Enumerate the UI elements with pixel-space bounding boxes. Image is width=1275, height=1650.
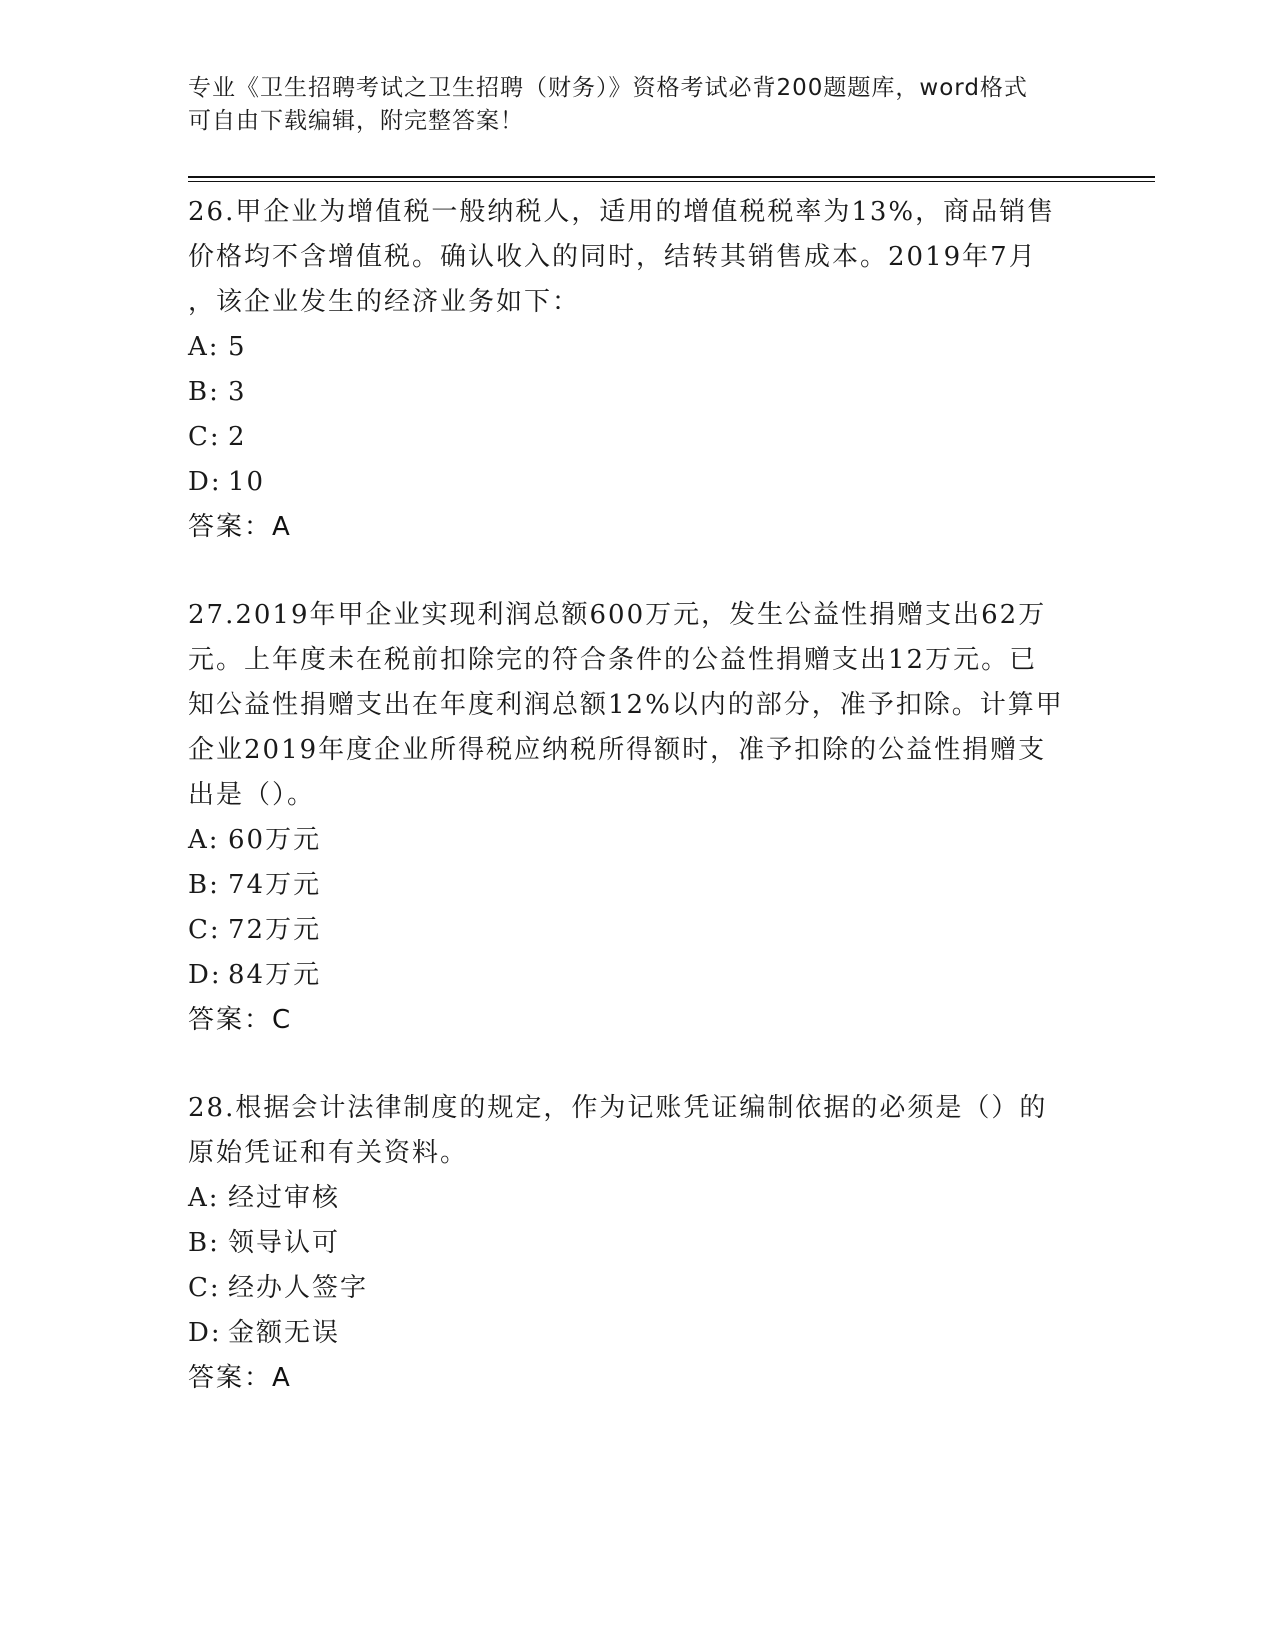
option-letter: B: [188, 870, 220, 900]
option-letter: C: [188, 422, 221, 452]
option-d [188, 460, 1088, 505]
question-text-line: 原始凭证和有关资料。 [188, 1138, 469, 1168]
document-header [188, 72, 1068, 138]
option-c [188, 1266, 1088, 1311]
option-text: 2 [228, 422, 247, 452]
option-b [188, 370, 1088, 415]
option-text: 84万元 [228, 960, 322, 990]
question-text-line: 知公益性捐赠支出在年度利润总额12%以内的部分，准予扣除。计算甲 [188, 690, 1064, 720]
option-text: 5 [228, 332, 247, 362]
option-a [188, 325, 1088, 370]
option-letter: D: [188, 467, 222, 497]
option-text: 72万元 [228, 915, 322, 945]
option-d [188, 1311, 1088, 1356]
question-list [188, 190, 1088, 1444]
option-letter: D: [188, 1318, 222, 1348]
option-text: 领导认可 [228, 1228, 341, 1258]
option-text: 74万元 [228, 870, 322, 900]
header-line-2: 可自由下载编辑，附完整答案！ [188, 108, 524, 134]
option-b [188, 1221, 1088, 1266]
question-text-line: 出是（）。 [188, 780, 316, 810]
option-letter: C: [188, 1273, 221, 1303]
option-letter: B: [188, 1228, 220, 1258]
option-a [188, 1176, 1088, 1221]
header-line-1: 专业《卫生招聘考试之卫生招聘（财务）》资格考试必背200题题库，word格式 [188, 75, 1028, 101]
header-divider-thick [188, 176, 1155, 178]
option-b [188, 863, 1088, 908]
option-c [188, 415, 1088, 460]
option-c [188, 908, 1088, 953]
answer-label: 答案：A [188, 1363, 292, 1393]
question-text-line: 企业2019年度企业所得税应纳税所得额时，准予扣除的公益性捐赠支 [188, 735, 1047, 765]
question-text-line: 价格均不含增值税。确认收入的同时，结转其销售成本。2019年7月 [188, 242, 1037, 272]
option-letter: A: [188, 825, 220, 855]
question-26 [188, 190, 1088, 550]
option-text: 经过审核 [228, 1183, 341, 1213]
question-28 [188, 1086, 1088, 1401]
question-text-line: 28.根据会计法律制度的规定，作为记账凭证编制依据的必须是（）的 [188, 1093, 1048, 1123]
option-text: 10 [228, 467, 266, 497]
option-text: 3 [228, 377, 247, 407]
option-d [188, 953, 1088, 998]
option-letter: C: [188, 915, 221, 945]
option-text: 金额无误 [228, 1318, 341, 1348]
option-text: 经办人签字 [228, 1273, 369, 1303]
question-text-line: ，该企业发生的经济业务如下： [188, 287, 581, 317]
header-divider-thin [188, 181, 1155, 182]
option-letter: B: [188, 377, 220, 407]
question-text-line: 元。上年度未在税前扣除完的符合条件的公益性捐赠支出12万元。已 [188, 645, 1038, 675]
answer-label: 答案：C [188, 1005, 293, 1035]
option-text: 60万元 [228, 825, 322, 855]
question-text-line: 26.甲企业为增值税一般纳税人，适用的增值税税率为13%，商品销售 [188, 197, 1056, 227]
option-letter: A: [188, 332, 220, 362]
answer-label: 答案：A [188, 512, 292, 542]
question-27 [188, 593, 1088, 1043]
option-letter: D: [188, 960, 222, 990]
question-text-line: 27.2019年甲企业实现利润总额600万元，发生公益性捐赠支出62万 [188, 600, 1047, 630]
option-a [188, 818, 1088, 863]
option-letter: A: [188, 1183, 220, 1213]
